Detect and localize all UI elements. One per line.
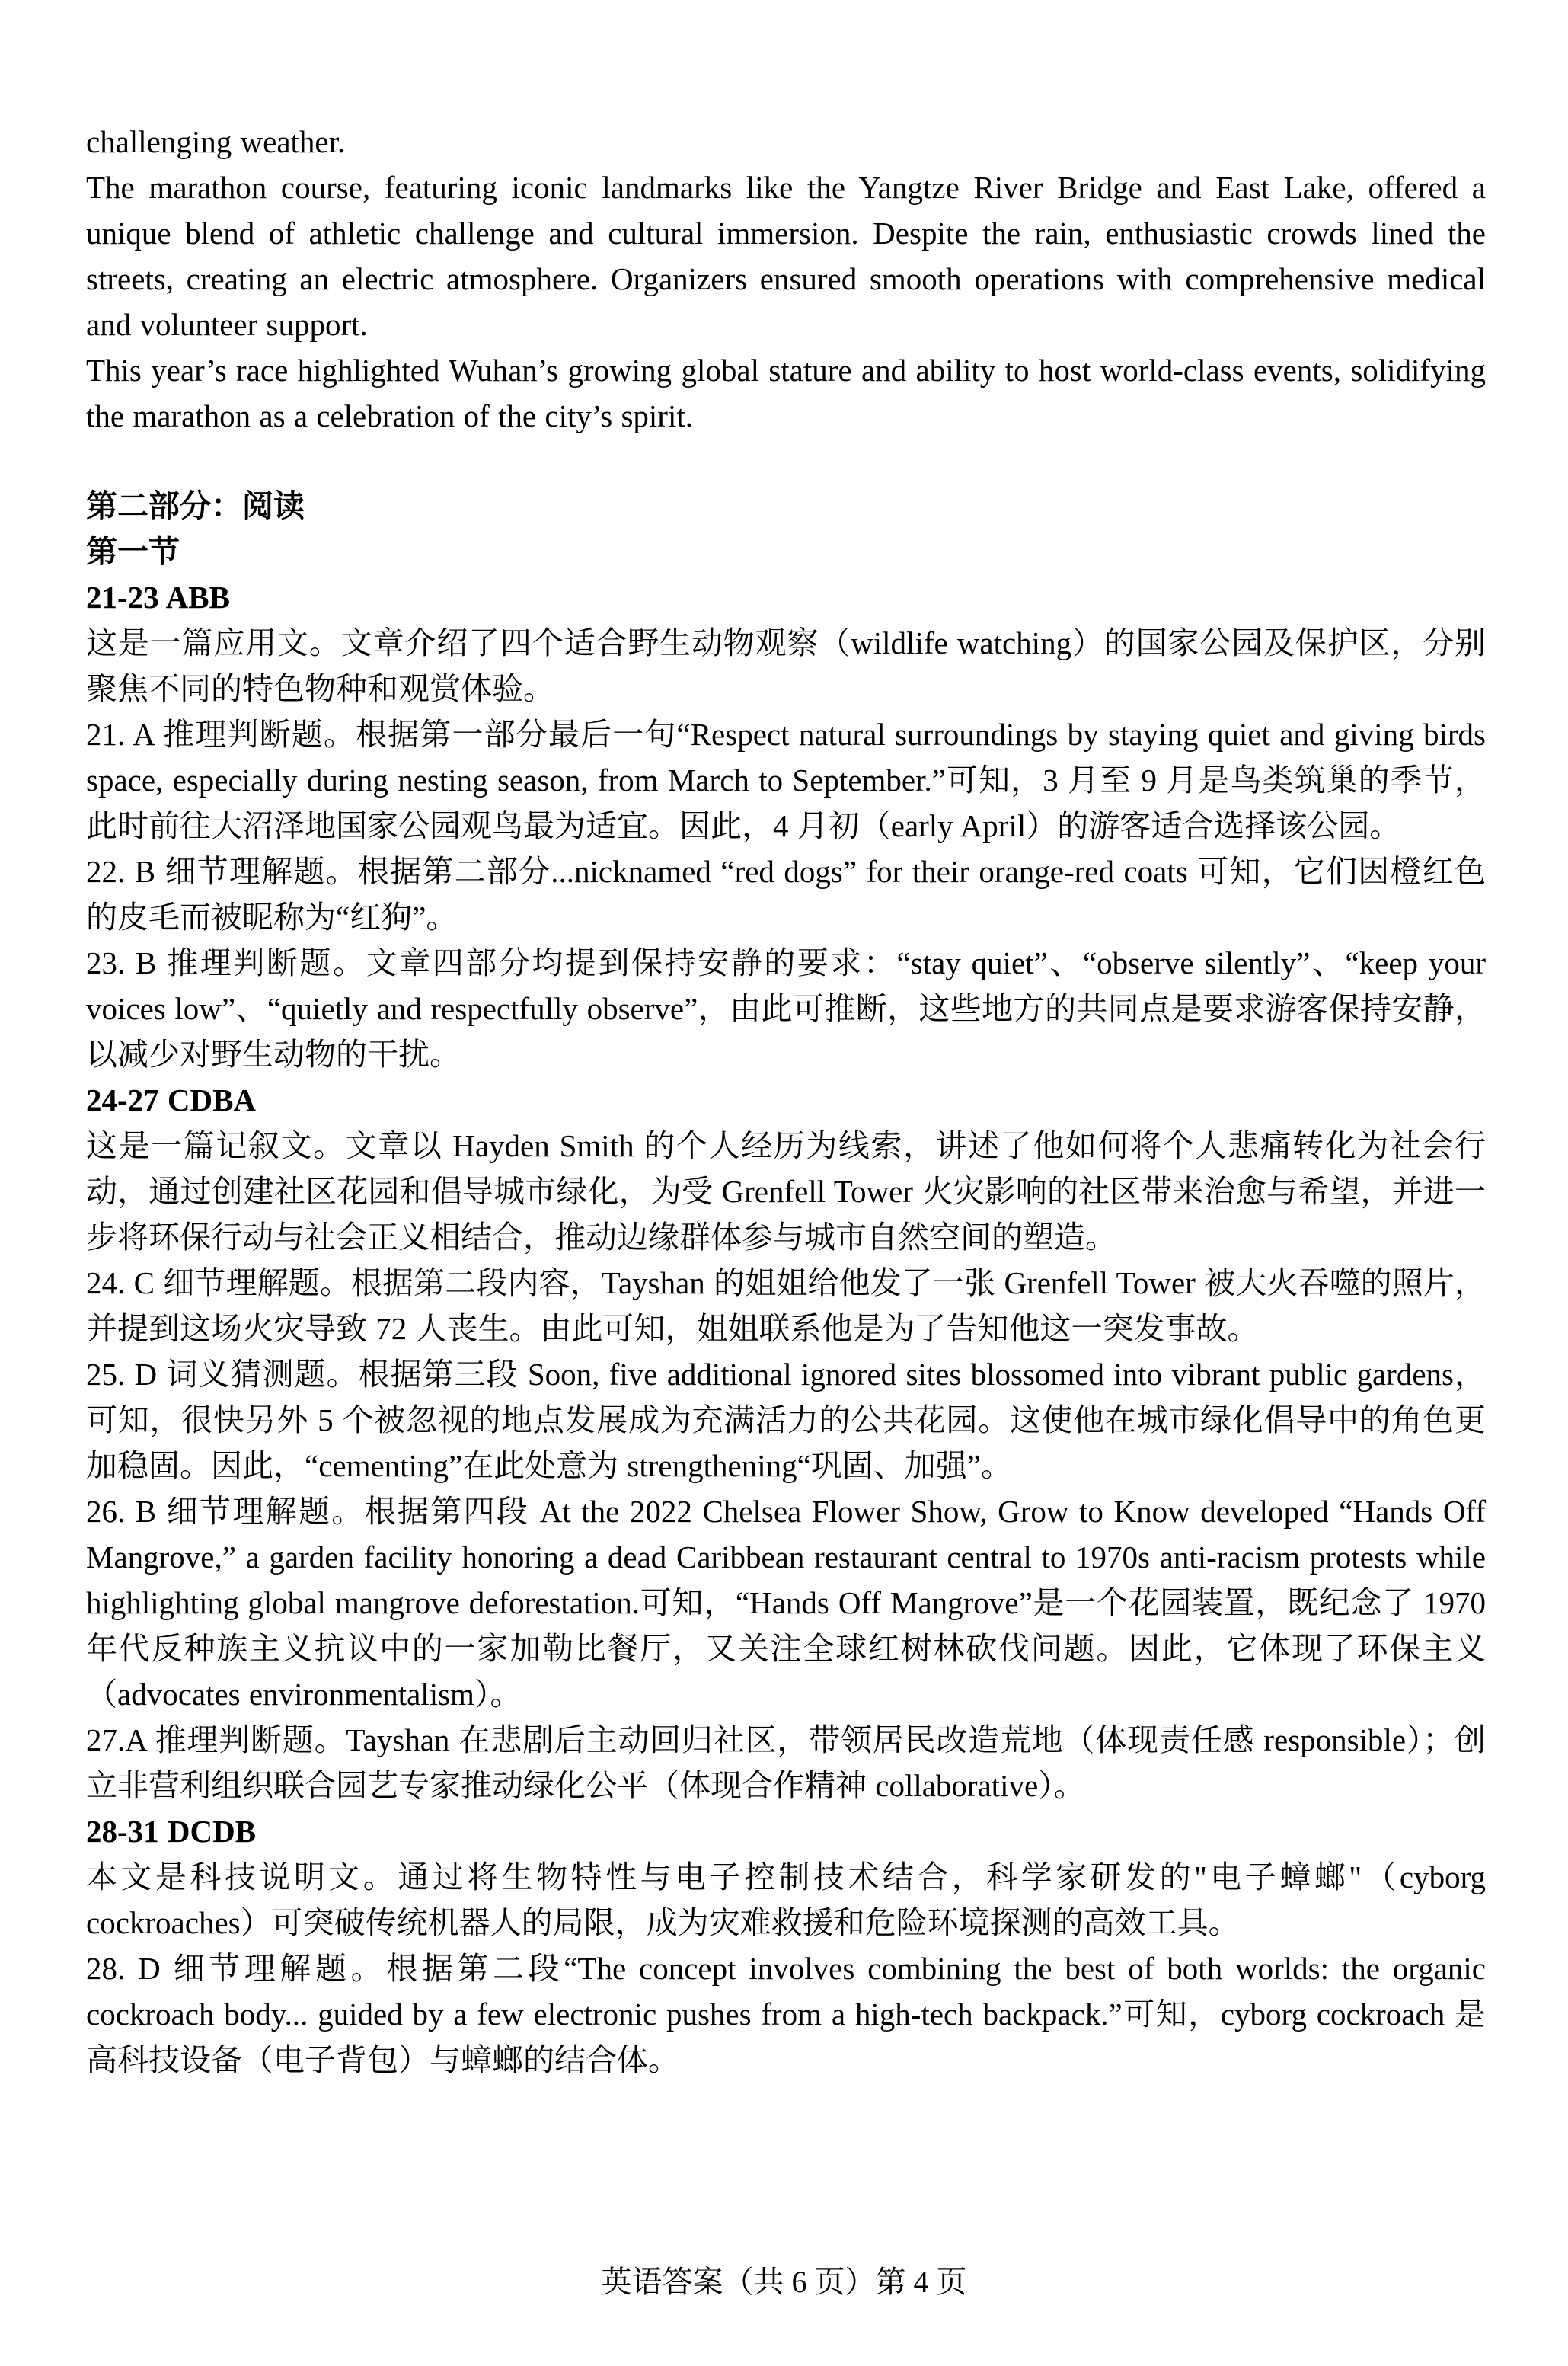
heading-answers-21-23: 21-23 ABB: [86, 580, 230, 615]
page-footer: 英语答案（共 6 页）第 4 页: [601, 2265, 967, 2299]
para-answer-26: 26. B 细节理解题。根据第四段 At the 2022 Chelsea Flower Show, Grow to Know developed “Hands Off Mangrove,” a garden facility honoring a dead Caribbean restaurant central to 1970s anti-racism protests while highlighting global mangrove deforestation.可知，“Hands Off Mangrove”是一个花园装置，既纪念了 1970 年代反种族主义抗议中的一家加勒比餐厅，又关注全球红树林砍伐问题。因此，它体现了环保主义（advocates environmentalism）。: [86, 1494, 1486, 1712]
para-race-significance: This year’s race highlighted Wuhan’s growing global stature and ability to host world-class events, solidifying the marathon as a celebration of the city’s spirit.: [86, 353, 1486, 433]
para-weather-end: challenging weather.: [86, 124, 346, 159]
para-passage2-summary: 这是一篇记叙文。文章以 Hayden Smith 的个人经历为线索，讲述了他如何将个人悲痛转化为社会行动，通过创建社区花园和倡导城市绿化，为受 Grenfell Tower 火灾影响的社区带来治愈与希望，并进一步将环保行动与社会正义相结合，推动边缘群体参与城市自然空间的塑造。: [86, 1128, 1486, 1255]
para-marathon-course: The marathon course, featuring iconic landmarks like the Yangtze River Bridge and East Lake, offered a unique blend of athletic challenge and cultural immersion. Despite the rain, enthusiastic crowds lined the streets, creating an electric atmosphere. Organizers ensured smooth operations with comprehensive medical and volunteer support.: [86, 170, 1486, 342]
para-answer-27: 27.A 推理判断题。Tayshan 在悲剧后主动回归社区，带领居民改造荒地（体现责任感 responsible）；创立非营利组织联合园艺专家推动绿化公平（体现合作精神 collaborative）。: [86, 1722, 1486, 1803]
para-answer-21: 21. A 推理判断题。根据第一部分最后一句“Respect natural surroundings by staying quiet and giving birds space, especially during nesting season, from March to September.”可知，3 月至 9 月是鸟类筑巢的季节，此时前往大沼泽地国家公园观鸟最为适宜。因此，4 月初（early April）的游客适合选择该公园。: [86, 717, 1486, 843]
heading-section1: 第一节: [86, 534, 180, 569]
heading-answers-28-31: 28-31 DCDB: [86, 1814, 257, 1849]
heading-part2-reading: 第二部分：阅读: [86, 488, 305, 523]
para-answer-23: 23. B 推理判断题。文章四部分均提到保持安静的要求：“stay quiet”、“observe silently”、“keep your voices low”、“quietly and respectfully observe”，由此可推断，这些地方的共同点是要求游客保持安静，以减少对野生动物的干扰。: [86, 945, 1486, 1072]
page-body: [86, 119, 1486, 2083]
para-answer-25: 25. D 词义猜测题。根据第三段 Soon, five additional ignored sites blossomed into vibrant public gardens，可知，很快另外 5 个被忽视的地点发展成为充满活力的公共花园。这使他在城市绿化倡导中的角色更加稳固。因此，“cementing”在此处意为 strengthening“巩固、加强”。: [86, 1357, 1486, 1483]
heading-answers-24-27: 24-27 CDBA: [86, 1082, 257, 1117]
para-passage1-summary: 这是一篇应用文。文章介绍了四个适合野生动物观察（wildlife watching）的国家公园及保护区，分别聚焦不同的特色物种和观赏体验。: [86, 625, 1486, 706]
para-answer-22: 22. B 细节理解题。根据第二部分...nicknamed “red dogs” for their orange-red coats 可知，它们因橙红色的皮毛而被昵称为“红狗”。: [86, 854, 1486, 935]
para-answer-28: 28. D 细节理解题。根据第二段“The concept involves combining the best of both worlds: the organic cockroach body... guided by a few electronic pushes from a high-tech backpack.”可知，cyborg cockroach 是高科技设备（电子背包）与蟑螂的结合体。: [86, 1951, 1486, 2077]
para-passage3-summary: 本文是科技说明文。通过将生物特性与电子控制技术结合，科学家研发的"电子蟑螂"（cyborg cockroaches）可突破传统机器人的局限，成为灾难救援和危险环境探测的高效工具。: [86, 1859, 1486, 1940]
para-answer-24: 24. C 细节理解题。根据第二段内容，Tayshan 的姐姐给他发了一张 Grenfell Tower 被大火吞噬的照片，并提到这场火灾导致 72 人丧生。由此可知，姐姐联系他是为了告知他这一突发事故。: [86, 1265, 1486, 1346]
